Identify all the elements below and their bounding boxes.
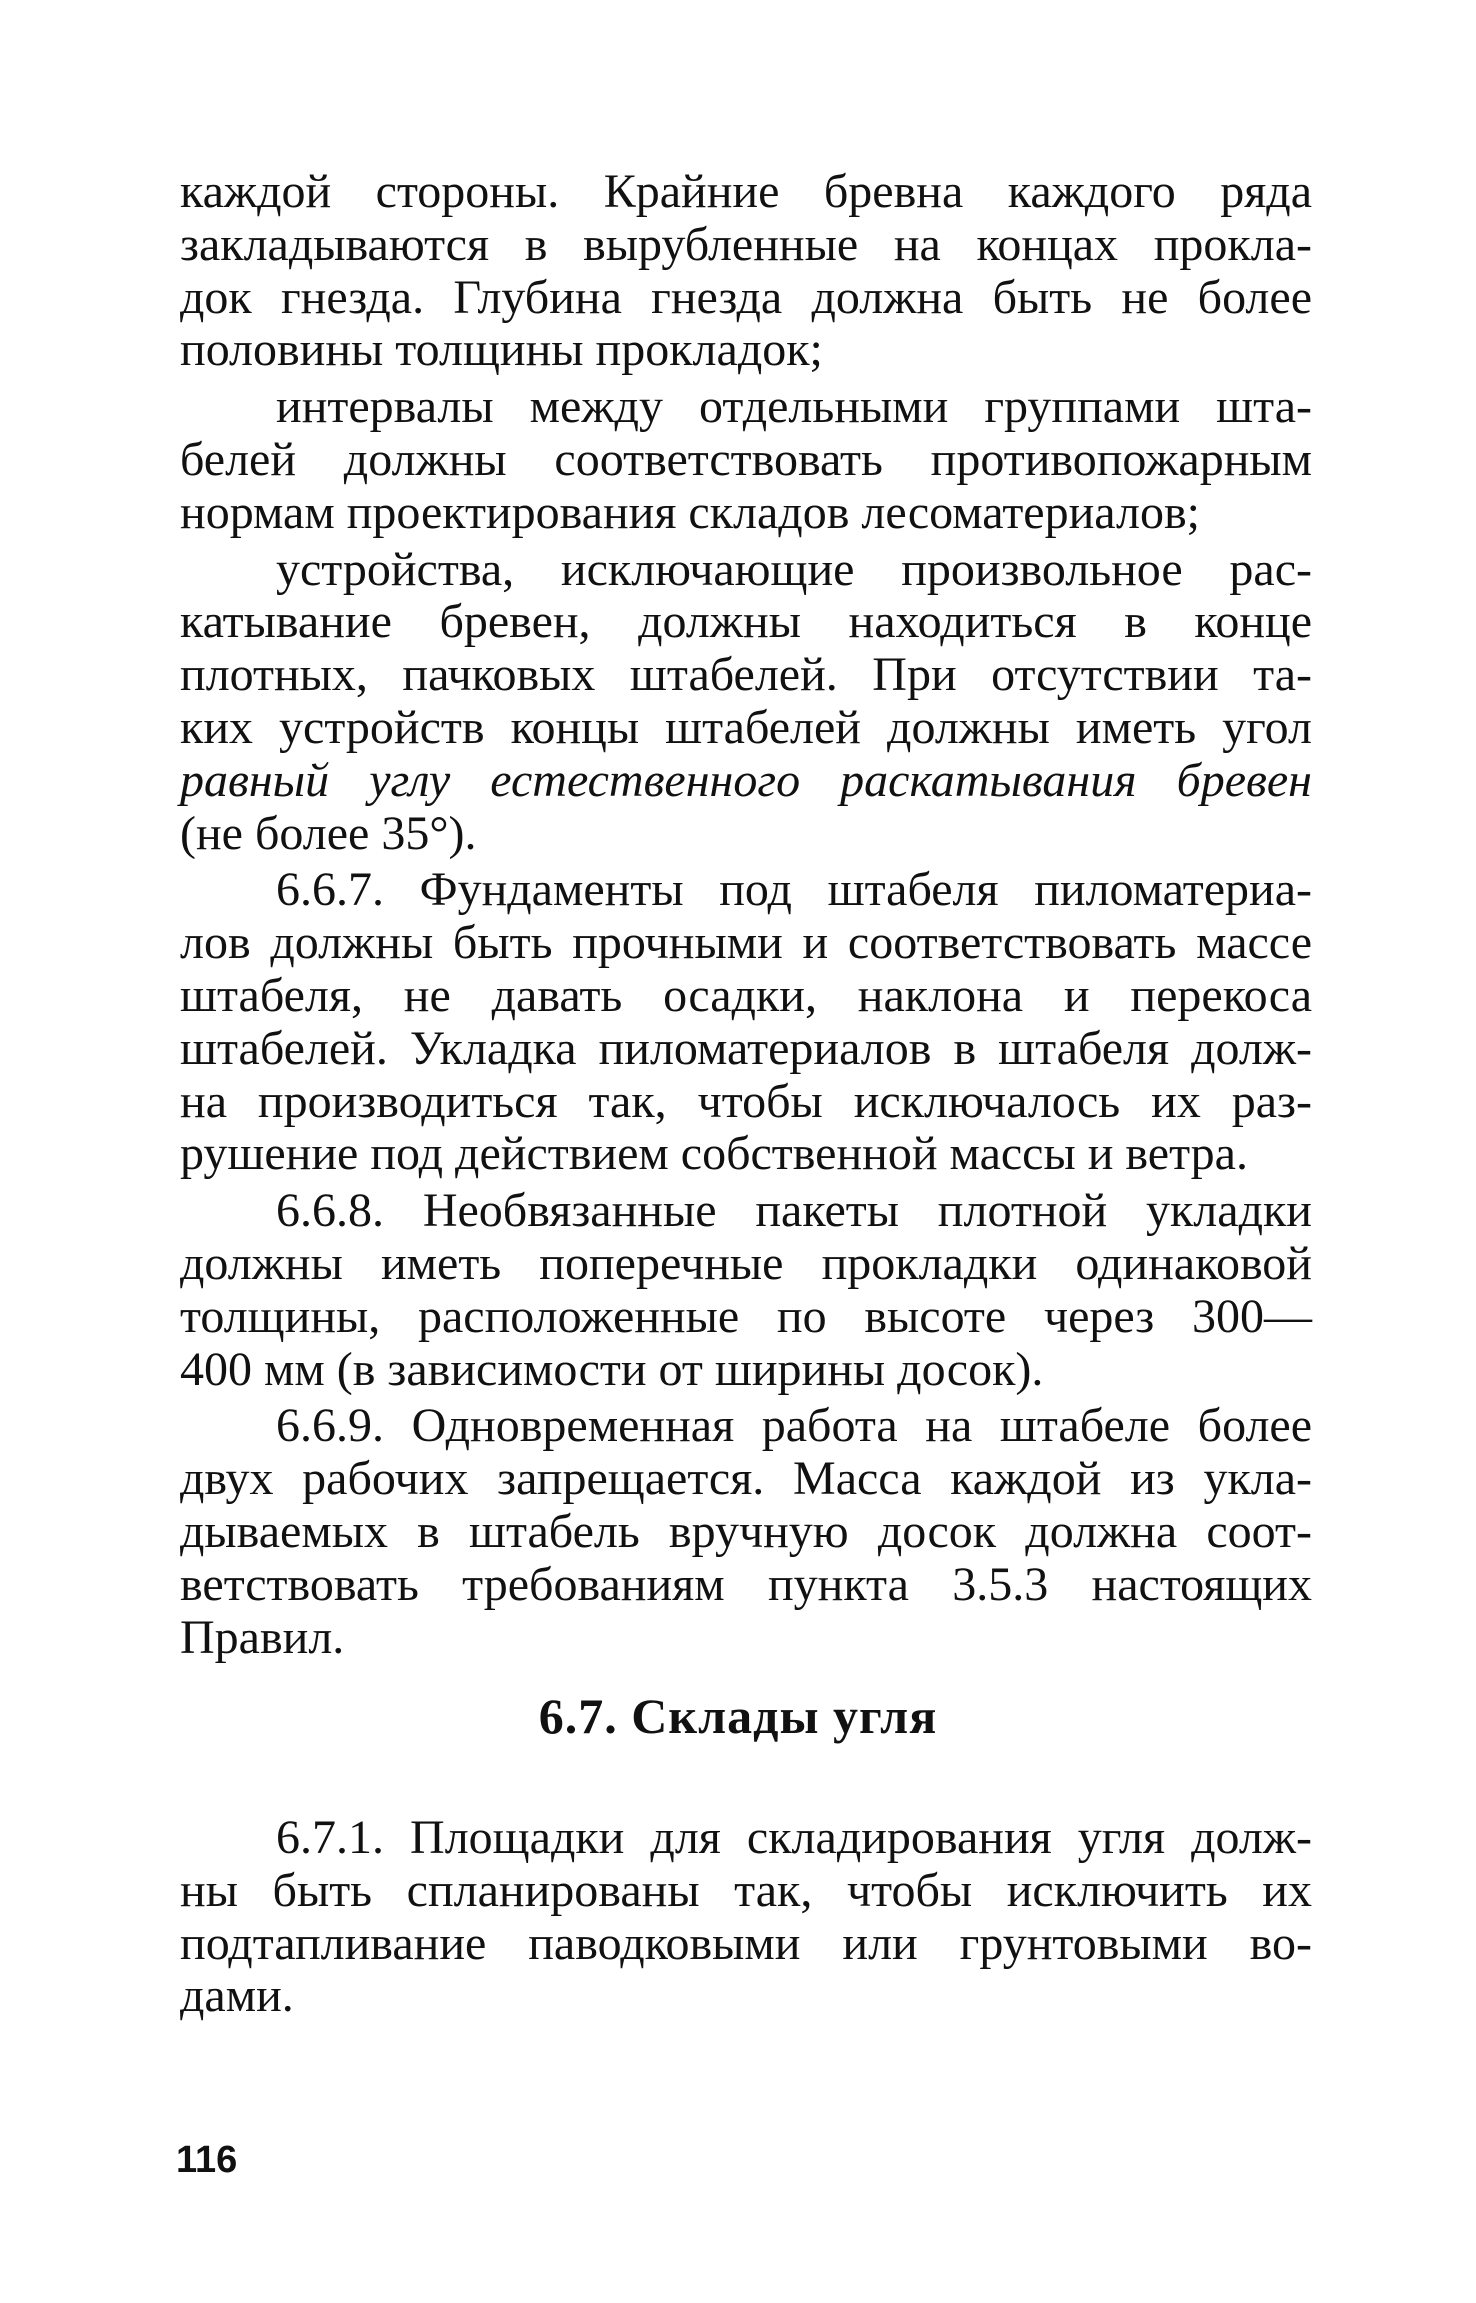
body-text-top <box>180 166 1312 1664</box>
text-line: ны быть спланированы так, чтобы исключить их <box>180 1863 1312 1917</box>
text-line: должны иметь поперечные прокладки одинаковой <box>180 1236 1312 1290</box>
text-line: 6.7.1. Площадки для складирования угля долж- <box>276 1811 1312 1864</box>
text-line: штабелей. Укладка пиломатериалов в штабеля долж- <box>180 1021 1312 1075</box>
text-line: плотных, пачковых штабелей. При отсутствии та- <box>180 648 1312 702</box>
page-number: 116 <box>176 2139 238 2181</box>
text-line: подтапливание паводковыми или грунтовыми во- <box>180 1916 1312 1970</box>
text-line: интервалы между отдельными группами шта- <box>276 380 1312 434</box>
text-line: на производиться так, чтобы исключалось их раз- <box>180 1074 1312 1128</box>
text-line-italic: равный углу естественного раскатывания бревен <box>180 753 1312 807</box>
text-line: каждой стороны. Крайние бревна каждого ряда <box>180 165 1312 218</box>
text-line: половины толщины прокладок; <box>180 323 823 377</box>
body-text-bottom <box>180 1812 1312 2023</box>
text-line: док гнезда. Глубина гнезда должна быть не более <box>180 270 1312 324</box>
text-line: закладываются в вырубленные на концах прокла- <box>180 217 1312 271</box>
text-line: 6.6.8. Необвязанные пакеты плотной укладки <box>276 1184 1312 1238</box>
text-line: катывание бревен, должны находиться в конце <box>180 595 1312 649</box>
section-heading: 6.7. Склады угля <box>538 1688 938 1744</box>
text-line: 6.6.9. Одновременная работа на штабеле более <box>276 1399 1312 1453</box>
text-line: 6.6.7. Фундаменты под штабеля пиломатериа- <box>276 863 1312 917</box>
text-line: 400 мм (в зависимости от ширины досок). <box>180 1342 1044 1396</box>
text-line: белей должны соответствовать противопожарным <box>180 432 1312 486</box>
text-line: Правил. <box>180 1610 345 1664</box>
text-line: толщины, расположенные по высоте через 300— <box>180 1289 1312 1343</box>
text-line: лов должны быть прочными и соответствовать массе <box>180 916 1312 970</box>
text-line: ких устройств концы штабелей должны иметь угол <box>180 700 1312 754</box>
text-line: нормам проектирования складов лесоматериалов; <box>180 485 1200 539</box>
text-line: двух рабочих запрещается. Масса каждой из укла- <box>180 1452 1312 1506</box>
text-line: дываемых в штабель вручную досок должна соот- <box>180 1504 1312 1558</box>
text-line: штабеля, не давать осадки, наклона и перекоса <box>180 968 1312 1022</box>
text-line: рушение под действием собственной массы и ветра. <box>180 1127 1248 1181</box>
text-line: (не более 35°). <box>180 806 477 860</box>
text-line: ветствовать требованиям пункта 3.5.3 настоящих <box>180 1557 1312 1611</box>
text-line: дами. <box>180 1969 294 2023</box>
text-line: устройства, исключающие произвольное рас- <box>276 542 1312 596</box>
